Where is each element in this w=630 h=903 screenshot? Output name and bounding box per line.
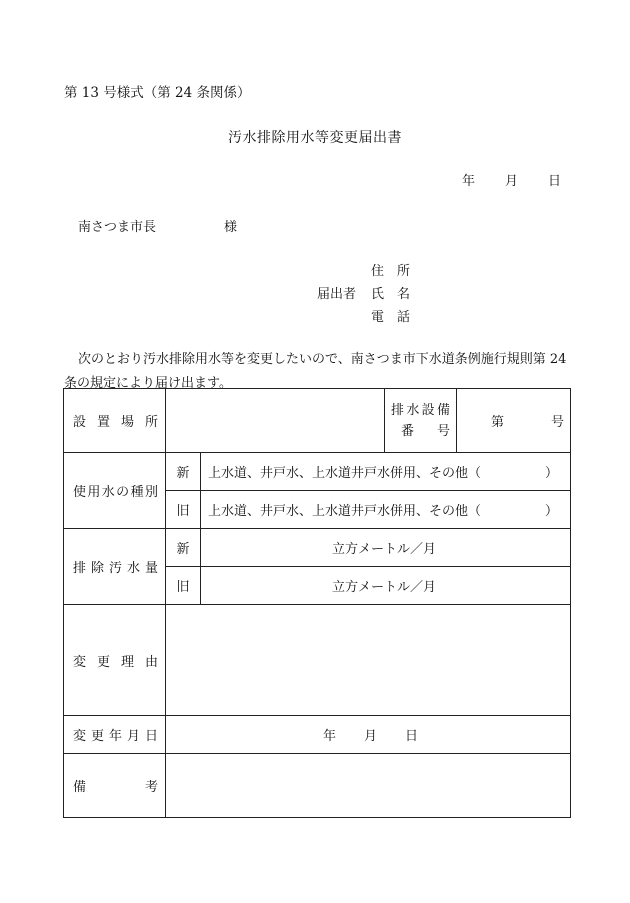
remarks-label: 備 考 [73,780,158,795]
submission-date [462,170,561,189]
phone-label: 電 話 [371,310,411,325]
water-options-new: 上水道、井戸水、上水道井戸水併用、その他（ [208,466,482,481]
notifier-label: 届出者 [317,287,357,302]
water-type-new-options[interactable] [201,453,571,491]
row-change-date [64,716,571,754]
equipment-label-line2: 番 号 [401,423,450,439]
change-year: 年 [323,729,337,744]
water-close-old: ） [544,504,558,519]
location-label-cell [64,389,166,453]
change-date-input[interactable] [166,716,571,754]
row-water-type-new [64,453,571,491]
discharge-unit-new: 立方メートル／月 [332,542,437,557]
water-type-old-options[interactable] [201,491,571,529]
change-date-label-cell [64,716,166,754]
discharge-new-label: 新 [166,529,201,567]
intro-line-1: 次のとおり汚水排除用水等を変更したいので、南さつま市下水道条例施行規則第 24 [78,352,567,367]
water-new-label: 新 [166,453,201,491]
date-year: 年 [462,174,476,189]
intro-line-2: 条の規定により届け出ます。 [64,376,232,391]
location-label: 設 置 場 所 [73,415,158,430]
remarks-label-cell [64,754,166,818]
date-month: 月 [505,174,519,189]
row-discharge-new [64,529,571,567]
water-old-label: 旧 [166,491,201,529]
number-suffix: 号 [550,415,564,430]
water-close-new: ） [544,466,558,481]
row-location [64,389,571,453]
row-remarks [64,754,571,818]
document-title: 汚水排除用水等変更届出書 [228,130,402,146]
number-prefix: 第 [491,415,505,430]
reason-label: 変 更 理 由 [73,654,158,670]
water-options-old: 上水道、井戸水、上水道井戸水併用、その他（ [208,504,482,519]
discharge-old-input[interactable] [201,567,571,605]
reason-label-cell [64,605,166,716]
location-input[interactable] [166,389,385,453]
discharge-label-cell [64,529,166,605]
form-number: 第 13 号様式（第 24 条関係） [64,85,251,101]
row-reason [64,605,571,716]
addressee: 南さつま市長 [78,220,157,235]
remarks-input[interactable] [166,754,571,818]
name-label: 氏 名 [371,287,411,302]
change-month: 月 [364,729,378,744]
discharge-unit-old: 立方メートル／月 [332,580,437,595]
discharge-label: 排 除 汚 水 量 [73,561,158,576]
date-day: 日 [548,174,562,189]
water-type-label-cell [64,453,166,529]
honorific: 様 [224,220,238,235]
notification-form-table [63,388,571,818]
change-day: 日 [405,729,419,744]
equipment-label-line1: 排 水 設 備 [391,402,450,418]
equipment-number-input[interactable] [457,389,571,453]
discharge-new-input[interactable] [201,529,571,567]
reason-input[interactable] [166,605,571,716]
discharge-old-label: 旧 [166,567,201,605]
equipment-number-label-cell [385,389,457,453]
address-label: 住 所 [371,264,411,279]
water-type-label: 使 用 水 の 種 別 [73,485,158,500]
change-date-label: 変 更 年 月 日 [73,729,158,744]
